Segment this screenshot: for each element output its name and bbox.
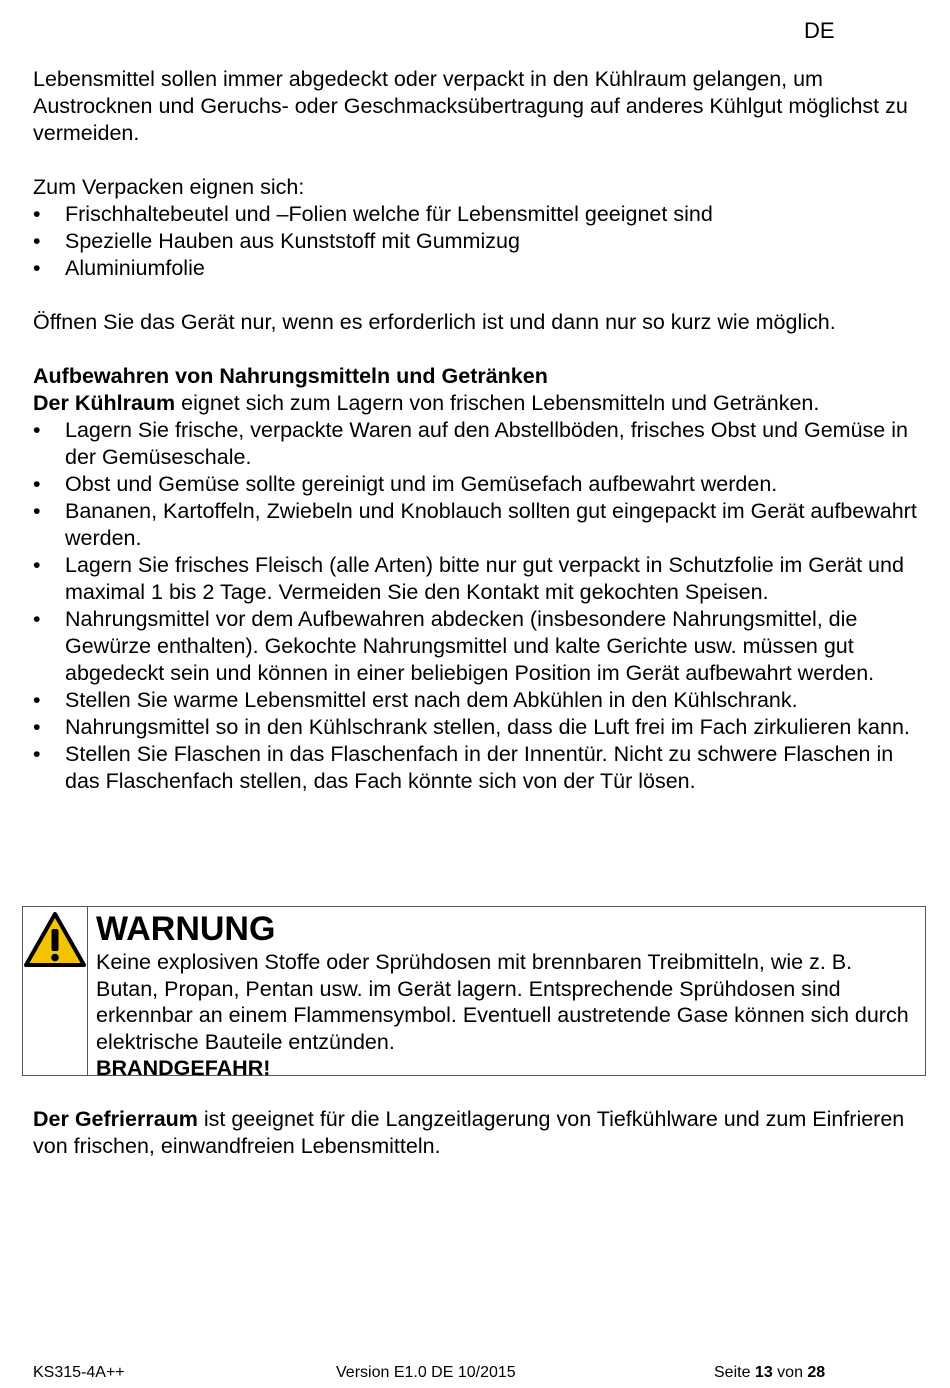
list-item: • Stellen Sie warme Lebensmittel erst nach dem Abkühlen in den Kühlschrank.	[33, 687, 923, 714]
list-item: • Nahrungsmittel so in den Kühlschrank stellen, dass die Luft frei im Fach zirkulieren kann.	[33, 714, 923, 741]
intro-paragraph: Lebensmittel sollen immer abgedeckt oder verpackt in den Kühlraum gelangen, um Austrocknen und Geruchs- oder Geschmacksübertragung auf anderes Kühlgut möglichst zu vermeiden.	[33, 67, 908, 145]
page-total: 28	[807, 1364, 826, 1381]
packing-lead: Zum Verpacken eignen sich:	[33, 175, 305, 199]
freezer-description: ist geeignet für die Langzeitlagerung von Tiefkühlware und zum Einfrieren von frischen, einwandfreien Lebensmitteln.	[33, 1107, 905, 1158]
page-prefix: Seite	[714, 1364, 755, 1381]
page-language-label: DE	[804, 18, 835, 43]
footer-version: Version E1.0 DE 10/2015	[336, 1364, 516, 1381]
warning-text-cell	[88, 907, 925, 1080]
page-current: 13	[754, 1364, 773, 1381]
warning-icon-cell	[23, 907, 88, 1075]
warning-title: WARNUNG	[96, 910, 276, 948]
list-item: • Frischhaltebeutel und –Folien welche für Lebensmittel geeignet sind	[33, 201, 923, 228]
list-item: • Lagern Sie frisches Fleisch (alle Arten) bitte nur gut verpackt in Schutzfolie im Gerät und maximal 1 bis 2 Tage. Vermeiden Sie den Kontakt mit gekochten Speisen.	[33, 552, 923, 606]
fridge-term: Der Kühlraum	[33, 391, 176, 415]
main-content	[33, 66, 923, 795]
list-item: • Stellen Sie Flaschen in das Flaschenfach in der Innentür. Nicht zu schwere Flaschen in das Flaschenfach stellen, das Fach könnte sich von der Tür lösen.	[33, 741, 923, 795]
warning-text: Keine explosiven Stoffe oder Sprühdosen mit brennbaren Treibmitteln, wie z. B. Butan, Propan, Pentan usw. im Gerät lagern. Entsprechende Sprühdosen sind erkennbar an einem Flammensymbol. Eventuell austretende Gase können sich durch elektrische Bauteile entzünden.	[96, 950, 909, 1054]
freezer-paragraph	[33, 1106, 923, 1160]
list-item: • Spezielle Hauben aus Kunststoff mit Gummizug	[33, 228, 923, 255]
freezer-term: Der Gefrierraum	[33, 1107, 198, 1131]
open-note: Öffnen Sie das Gerät nur, wenn es erforderlich ist und dann nur so kurz wie möglich.	[33, 310, 836, 334]
warning-box	[22, 906, 926, 1080]
storage-list	[33, 417, 923, 795]
warning-emphasis: BRANDGEFAHR!	[96, 1056, 271, 1080]
list-item: • Lagern Sie frische, verpackte Waren auf den Abstellböden, frisches Obst und Gemüse in der Gemüseschale.	[33, 417, 923, 471]
list-item: • Aluminiumfolie	[33, 255, 923, 282]
section-heading: Aufbewahren von Nahrungsmitteln und Getränken	[33, 364, 548, 388]
footer-page-number	[714, 1364, 825, 1382]
footer-model: KS315-4A++	[33, 1364, 125, 1381]
packing-list	[33, 201, 923, 282]
fridge-paragraph	[33, 390, 923, 417]
page-separator: von	[772, 1364, 808, 1381]
warning-triangle-icon	[23, 911, 87, 969]
list-item: • Obst und Gemüse sollte gereinigt und im Gemüsefach aufbewahrt werden.	[33, 471, 923, 498]
list-item: • Bananen, Kartoffeln, Zwiebeln und Knoblauch sollten gut eingepackt im Gerät aufbewahrt werden.	[33, 498, 923, 552]
list-item: • Nahrungsmittel vor dem Aufbewahren abdecken (insbesondere Nahrungsmittel, die Gewürze enthalten). Gekochte Nahrungsmittel und kalte Gerichte usw. müssen gut abgedeckt sein und können in einer beliebigen Position im Gerät aufbewahrt werden.	[33, 606, 923, 687]
fridge-description: eignet sich zum Lagern von frischen Lebensmitteln und Getränken.	[175, 391, 820, 415]
